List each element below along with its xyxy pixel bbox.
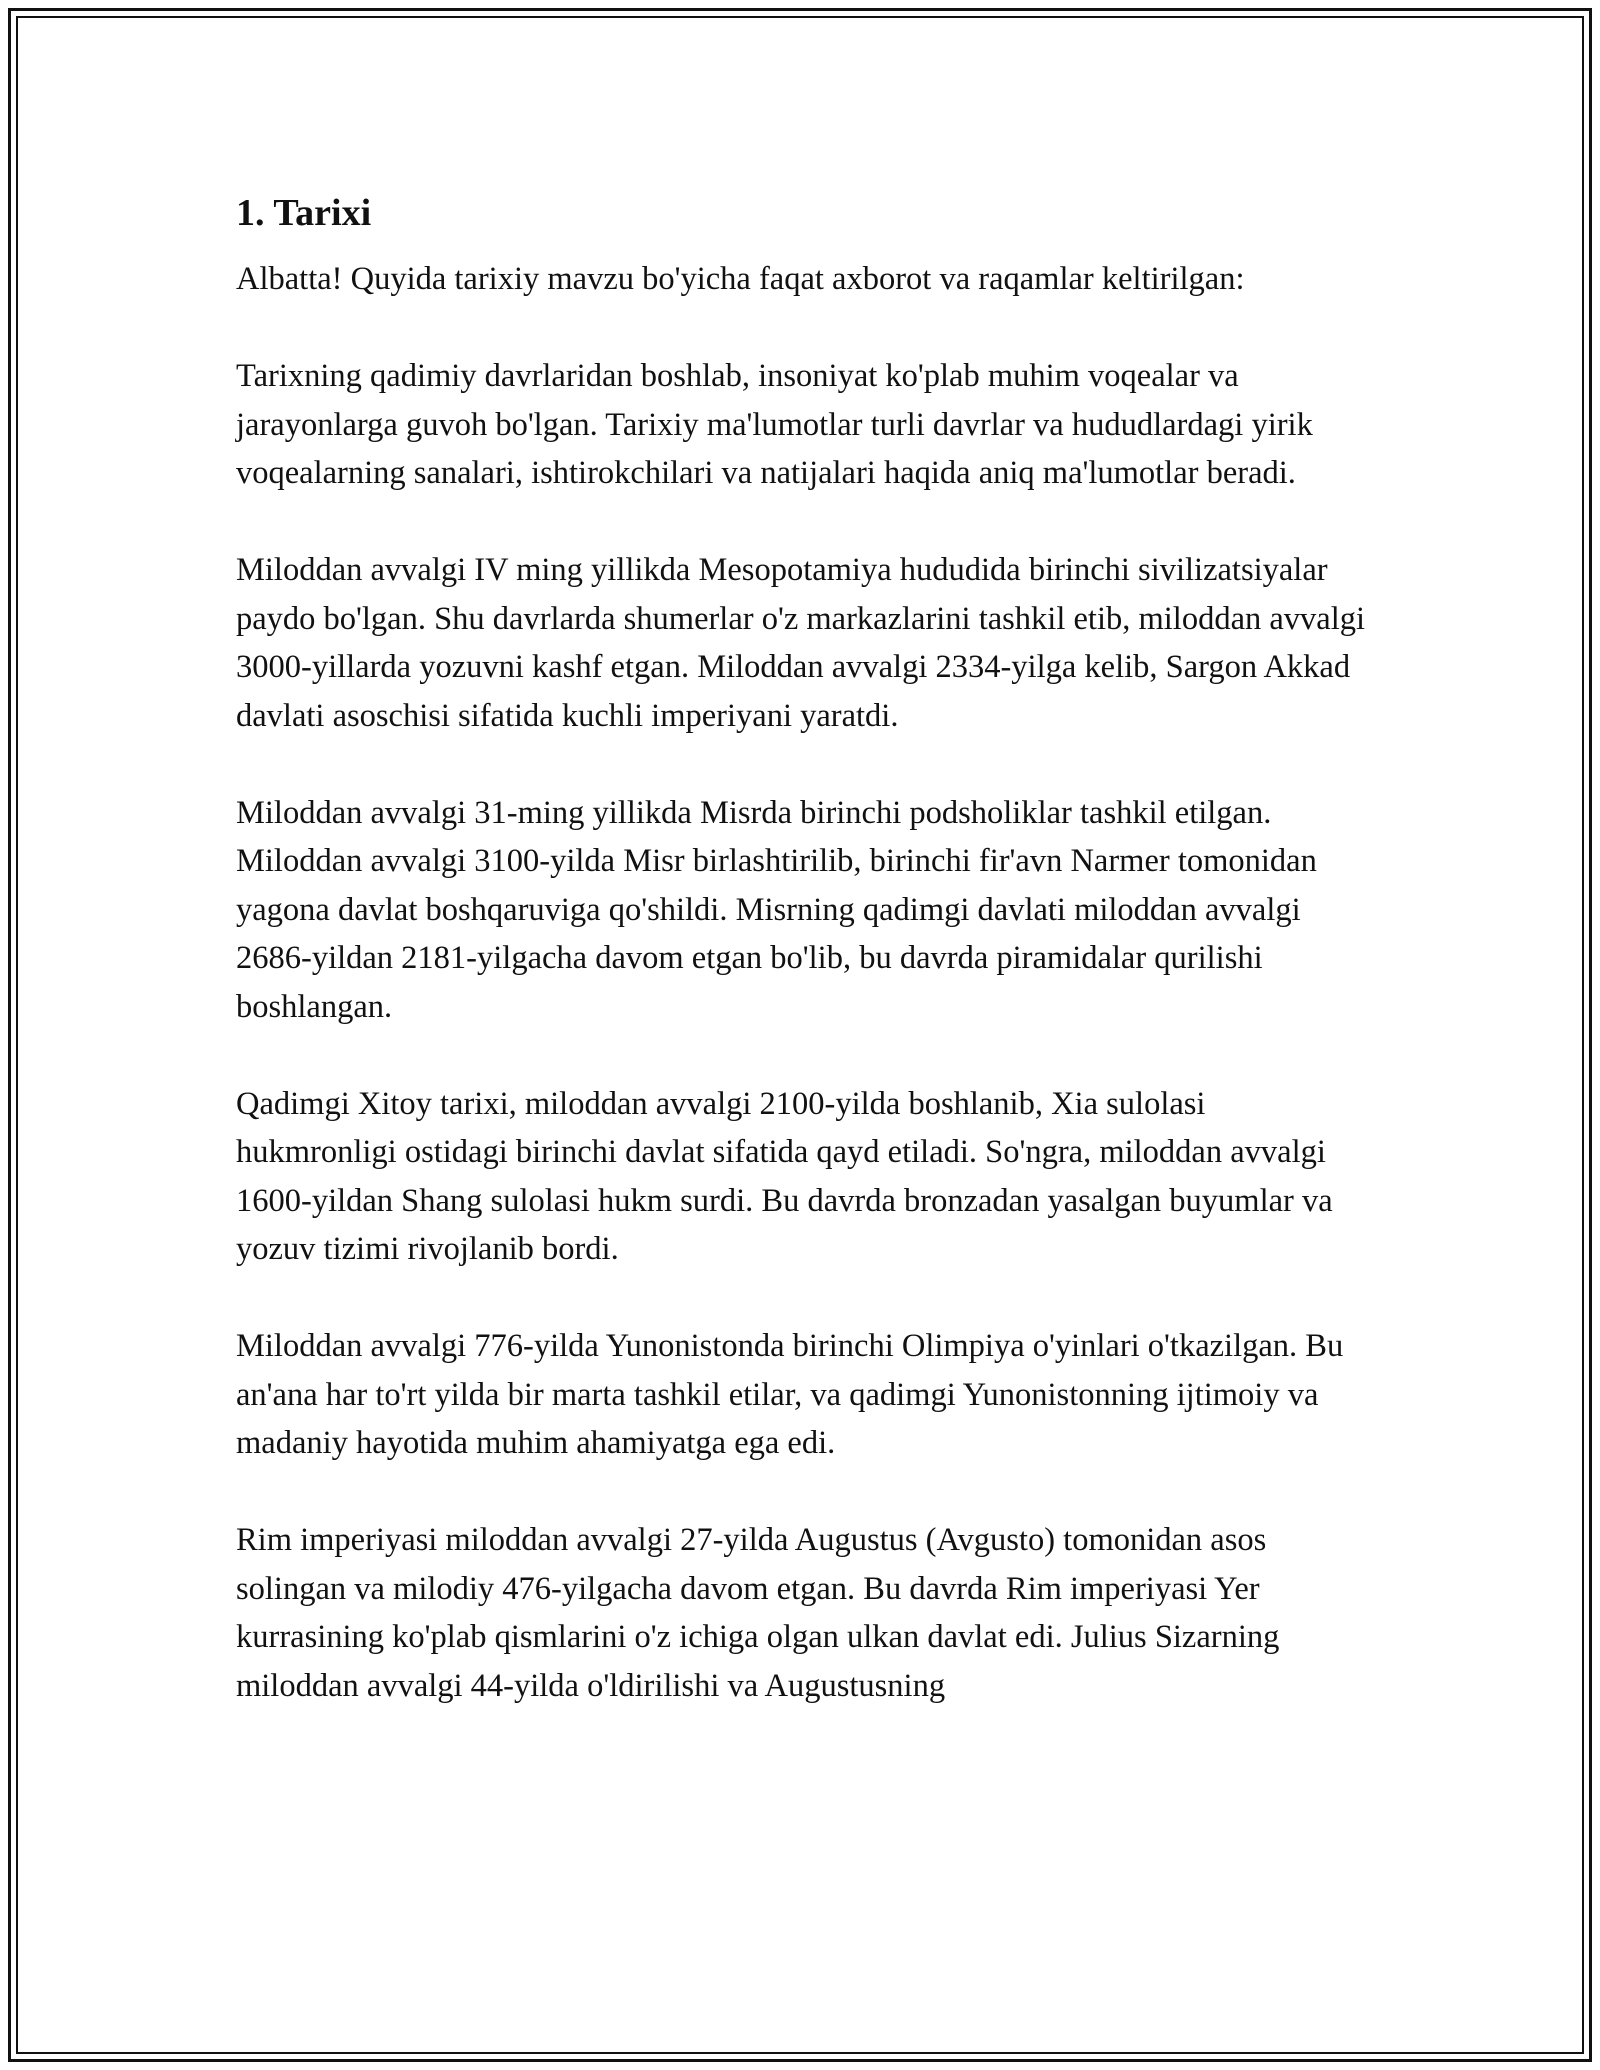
paragraph-rome: Rim imperiyasi miloddan avvalgi 27-yilda Augustus (Avgusto) tomonidan asos solingan va milodiy 476-yilgacha davom etgan. Bu davrda Rim imperiyasi Yer kurrasining ko'plab qismlarini o'z ichiga olgan ulkan davlat edi. Julius Sizarning miloddan avvalgi 44-yilda o'ldirilishi va Augustusning — [236, 1522, 1280, 1704]
section-heading: 1. Tarixi — [236, 192, 372, 234]
paragraph-overview: Tarixning qadimiy davrlaridan boshlab, insoniyat ko'plab muhim voqealar va jarayonlarga guvoh bo'lgan. Tarixiy ma'lumotlar turli davrlar va hududlardagi yirik voqealarning sanalari, ishtirokchilari va natijalari haqida aniq ma'lumotlar beradi. — [236, 358, 1313, 491]
paragraph-intro: Albatta! Quyida tarixiy mavzu bo'yicha faqat axborot va raqamlar keltirilgan: — [236, 261, 1245, 297]
paragraph-china: Qadimgi Xitoy tarixi, miloddan avvalgi 2100-yilda boshlanib, Xia sulolasi hukmronligi ostidagi birinchi davlat sifatida qayd etiladi. So'ngra, miloddan avvalgi 1600-yildan Shang sulolasi hukm surdi. Bu davrda bronzadan yasalgan buyumlar va yozuv tizimi rivojlanib bordi. — [236, 1085, 1333, 1267]
paragraph-egypt: Miloddan avvalgi 31-ming yillikda Misrda birinchi podsholiklar tashkil etilgan. Miloddan avvalgi 3100-yilda Misr birlashtirilib, birinchi fir'avn Narmer tomonidan yagona davlat boshqaruviga qo'shildi. Misrning qadimgi davlati miloddan avvalgi 2686-yildan 2181-yilgacha davom etgan bo'lib, bu davrda piramidalar qurilishi boshlangan. — [236, 794, 1317, 1025]
paragraph-mesopotamia: Miloddan avvalgi IV ming yillikda Mesopotamiya hududida birinchi sivilizatsiyalar paydo bo'lgan. Shu davrlarda shumerlar o'z markazlarini tashkil etib, miloddan avvalgi 3000-yillarda yozuvni kashf etgan. Miloddan avvalgi 2334-yilga kelib, Sargon Akkad davlati asoschisi sifatida kuchli imperiyani yaratdi. — [236, 552, 1366, 734]
paragraph-greece: Miloddan avvalgi 776-yilda Yunonistonda birinchi Olimpiya o'yinlari o'tkazilgan. Bu an'ana har to'rt yilda bir marta tashkil etilar, va qadimgi Yunonistonning ijtimoiy va madaniy hayotida muhim ahamiyatga ega edi. — [236, 1328, 1344, 1461]
document-body — [236, 183, 1366, 1759]
